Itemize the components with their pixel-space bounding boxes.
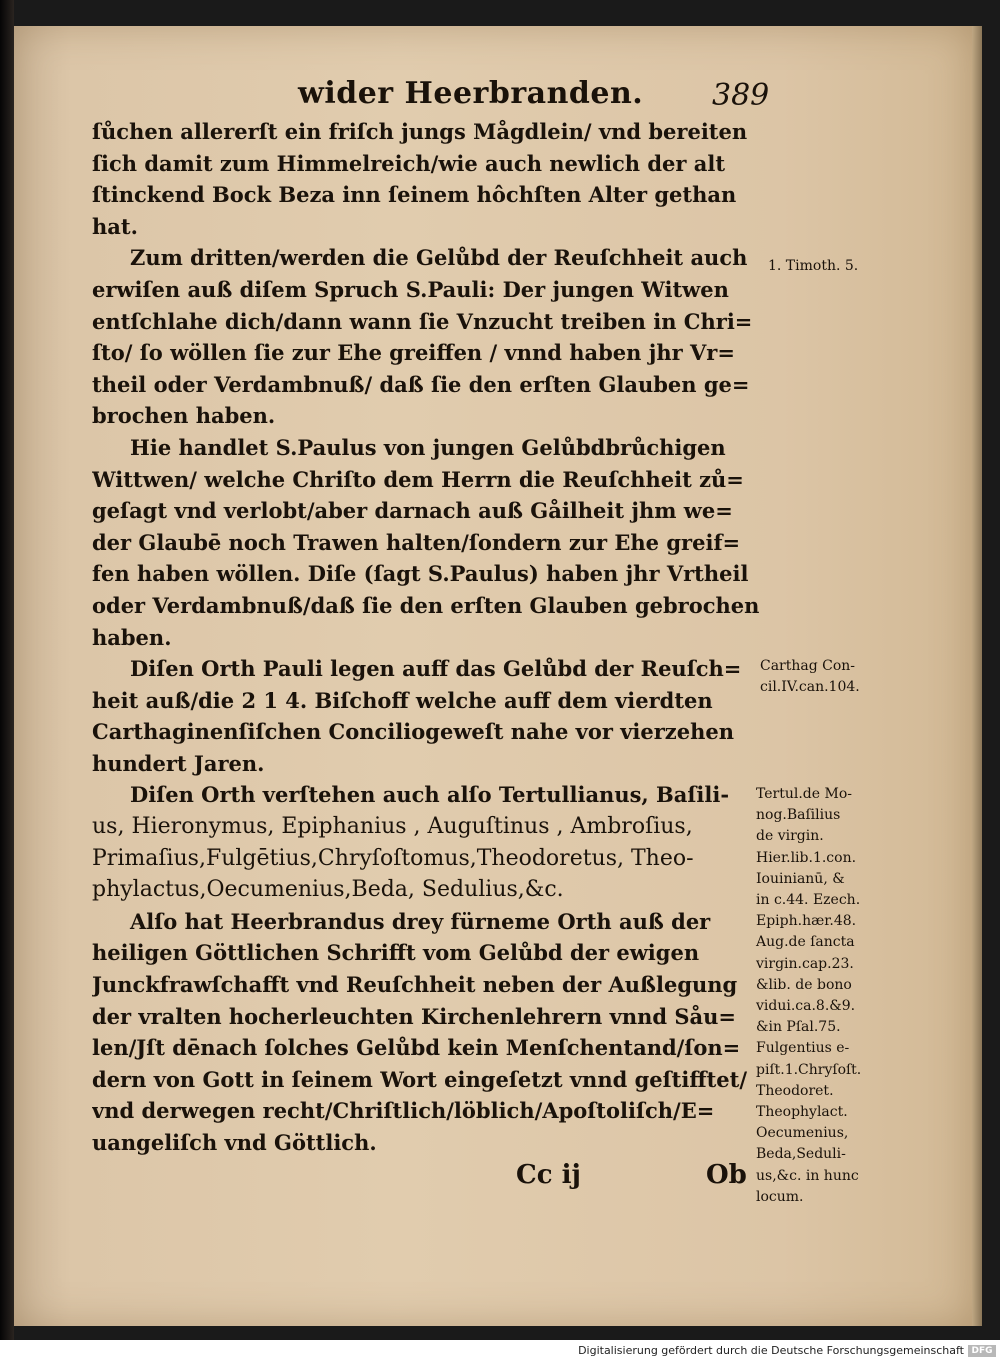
marginal-note-line: in c.44. Ezech.	[756, 892, 861, 909]
marginal-note-line: us,&c. in hunc	[756, 1167, 859, 1184]
funding-credit: Digitalisierung gefördert durch die Deutsche Forschungsgemeinschaft	[578, 1344, 964, 1357]
marginal-note-line: virgin.cap.23.	[756, 955, 854, 972]
signature-mark: Cc ij	[516, 1160, 581, 1190]
marginal-note-line: cil.IV.can.104.	[760, 679, 860, 696]
marginal-note-timothy	[768, 256, 858, 277]
marginal-note-line: de virgin.	[756, 828, 824, 845]
page-header	[0, 70, 1000, 120]
marginal-note-line: &in Pſal.75.	[756, 1019, 841, 1036]
text-line: Junckfrawſchafft vnd Reuſchheit neben der Außlegung	[92, 972, 738, 998]
digitization-footer	[0, 1342, 1000, 1361]
text-line: ſich damit zum Himmelreich/wie auch newlich der alt	[92, 150, 726, 176]
text-line: hat.	[92, 213, 138, 239]
text-line: Wittwen/ welche Chriſto dem Herrn die Reuſchheit zů=	[92, 466, 744, 492]
text-line: heiligen Göttlichen Schrifft vom Gelůbd der ewigen	[92, 940, 700, 966]
text-line: fen haben wöllen. Diſe (ſagt S.Paulus) haben jhr Vrtheil	[92, 561, 749, 587]
marginal-note-fathers	[756, 784, 861, 1208]
text-line: phylactus,Oecumenius,Beda, Sedulius,&c.	[92, 877, 564, 903]
paragraph-start-line: Hie handlet S.Paulus von jungen Gelůbdbrůchigen	[130, 434, 726, 460]
text-line: heit auß/die 2 1 4. Biſchoff welche auff dem vierdten	[92, 687, 713, 713]
marginal-note-line: vidui.ca.8.&9.	[756, 998, 856, 1015]
marginal-note-line: Theophylact.	[756, 1104, 848, 1121]
paragraph-start-line: Zum dritten/werden die Gelůbd der Reuſchheit auch	[130, 245, 748, 271]
text-line: der vralten hocherleuchten Kirchenlehrern vnnd Såu=	[92, 1003, 736, 1029]
text-line: oder Verdambnuß/daß ſie den erſten Glauben gebrochen	[92, 592, 760, 618]
text-line: Carthaginenſiſchen Conciliogeweſt nahe vor vierzehen	[92, 719, 734, 745]
marginal-note-line: Beda,Seduli-	[756, 1146, 846, 1163]
page-number: 389	[712, 78, 770, 113]
paragraph-start-line: Alſo hat Heerbrandus drey fürneme Orth auß der	[130, 908, 711, 934]
page-edge	[972, 26, 982, 1326]
text-line: der Glaubē noch Trawen halten/ſondern zur Ehe greif=	[92, 529, 741, 555]
marginal-note-line: piſt.1.Chryſoſt.	[756, 1061, 862, 1078]
marginal-note-line: Hier.lib.1.con.	[756, 849, 857, 866]
page-footer-marks	[0, 1158, 1000, 1198]
marginal-note-line: Fulgentius e-	[756, 1040, 850, 1057]
marginal-note-line: Carthag Con-	[760, 658, 856, 674]
text-line: uangeliſch vnd Göttlich.	[92, 1130, 377, 1155]
marginal-note-line: Iouinianū, &	[756, 870, 845, 887]
marginal-note-line: nog.Baſilius	[756, 807, 841, 824]
running-title: wider Heerbranden.	[298, 76, 644, 111]
text-line: theil oder Verdambnuß/ daß ſie den erſten Glauben ge=	[92, 371, 750, 397]
body-text	[92, 116, 767, 1159]
book-edge	[0, 0, 14, 1340]
text-line: vnd derwegen recht/Chriſtlich/löblich/Apoſtoliſch/E=	[92, 1098, 715, 1124]
marginal-note-line: locum.	[756, 1188, 804, 1205]
text-line: entſchlahe dich/dann wann ſie Vnzucht treiben in Chri=	[92, 308, 753, 334]
dfg-logo: DFG	[968, 1345, 996, 1357]
text-line: len/Jſt dēnach ſolches Gelůbd kein Menſchentand/ſon=	[92, 1035, 741, 1061]
marginal-note-line: Aug.de ſancta	[756, 934, 855, 951]
text-line: dern von Gott in ſeinem Wort eingeſetzt vnnd geſtifftet/	[92, 1066, 748, 1092]
text-line: ſtinckend Bock Beza inn ſeinem hôchſten Alter gethan	[92, 182, 737, 208]
marginal-note-line: 1. Timoth. 5.	[768, 258, 859, 274]
text-line: Primaſius,Fulgētius,Chryſoſtomus,Theodoretus, Theo-	[92, 845, 694, 871]
text-line: ſto/ ſo wöllen ſie zur Ehe greiffen / vnnd haben jhr Vr=	[92, 340, 735, 366]
paragraph-start-line: Diſen Orth Pauli legen auff das Gelůbd der Reuſch=	[130, 656, 742, 682]
text-line: brochen haben.	[92, 403, 276, 429]
marginal-note-carthage	[760, 656, 860, 698]
text-line: geſagt vnd verlobt/aber darnach auß Gåilheit jhm we=	[92, 498, 733, 524]
text-line: erwiſen auß diſem Spruch S.Pauli: Der jungen Witwen	[92, 276, 729, 302]
paragraph-start-line: Diſen Orth verſtehen auch alſo Tertullianus, Baſili-	[130, 782, 730, 808]
catchword: Ob	[706, 1160, 747, 1190]
marginal-note-line: &lib. de bono	[756, 976, 852, 993]
marginal-note-line: Tertul.de Mo-	[756, 786, 852, 802]
marginal-note-line: Theodoret.	[756, 1082, 834, 1099]
text-line: haben.	[92, 624, 172, 650]
text-line: ſůchen allererſt ein friſch jungs Mågdlein/ vnd bereiten	[92, 119, 748, 144]
marginal-note-line: Epiph.hær.48.	[756, 913, 857, 930]
text-line: us, Hieronymus, Epiphanius , Auguſtinus , Ambroſius,	[92, 814, 693, 840]
text-line: hundert Jaren.	[92, 750, 265, 776]
marginal-note-line: Oecumenius,	[756, 1125, 849, 1142]
